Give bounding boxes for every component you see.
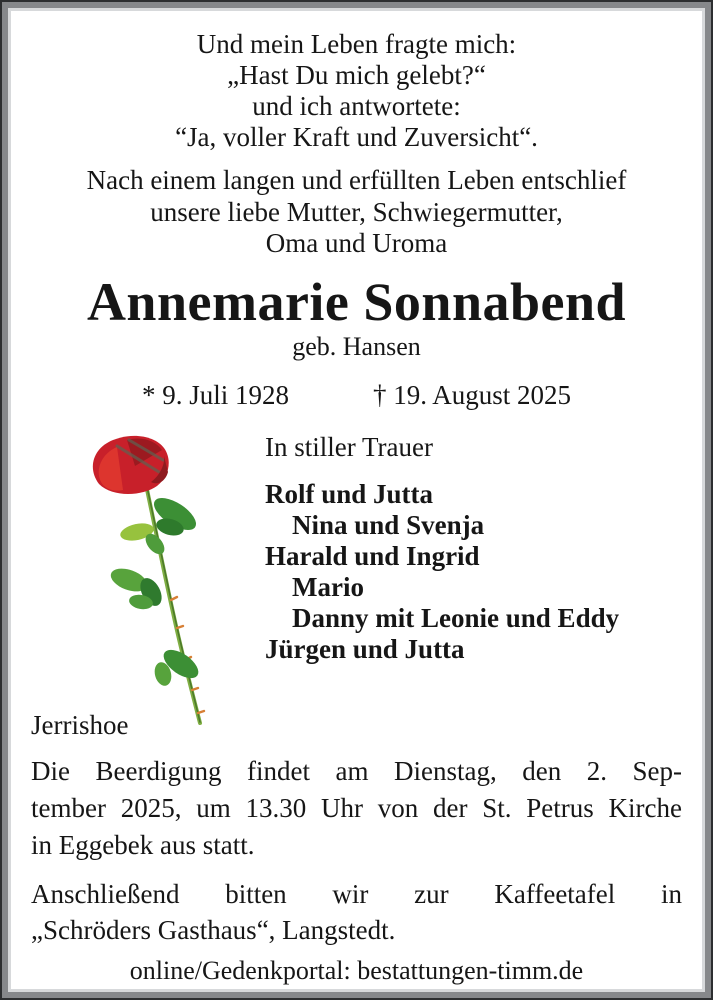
intro-line: unsere liebe Mutter, Schwiegermutter, bbox=[150, 196, 563, 227]
mourning-section bbox=[31, 432, 682, 682]
place-name: Jerrishoe bbox=[31, 710, 129, 741]
mourner-name: Danny mit Leonie und Eddy bbox=[292, 603, 620, 634]
mourning-heading: In stiller Trauer bbox=[265, 432, 433, 463]
reception-line: „Schröders Gasthaus“, Langstedt. bbox=[31, 915, 396, 946]
intro-line: Oma und Uroma bbox=[265, 228, 448, 258]
birth-date: * 9. Juli 1928 bbox=[141, 380, 289, 411]
poem-line: “Ja, voller Kraft und Zuversicht“. bbox=[175, 122, 538, 152]
funeral-line: Die Beerdigung findet am Dienstag, den 2. Sep- bbox=[31, 756, 682, 787]
intro-text bbox=[31, 165, 682, 260]
notice-frame bbox=[2, 2, 711, 998]
notice-paper bbox=[8, 8, 705, 992]
death-date: † 19. August 2025 bbox=[372, 380, 572, 411]
reception-paragraph bbox=[31, 876, 682, 948]
mourner-name: Mario bbox=[292, 572, 364, 603]
mourner-name: Harald und Ingrid bbox=[265, 541, 480, 572]
mourner-name: Nina und Svenja bbox=[292, 510, 485, 541]
intro-line: Nach einem langen und erfüllten Leben entschlief bbox=[86, 165, 627, 195]
funeral-line: in Eggebek aus statt. bbox=[31, 830, 255, 861]
funeral-line: tember 2025, um 13.30 Uhr von der St. Petrus Kirche bbox=[31, 793, 682, 824]
poem-line: und ich antwortete: bbox=[252, 91, 461, 121]
mourner-list bbox=[265, 479, 682, 665]
notice-content bbox=[11, 11, 702, 989]
mourner-name: Rolf und Jutta bbox=[265, 479, 434, 510]
poem-line: „Hast Du mich gelebt?“ bbox=[227, 60, 486, 90]
poem-line: Und mein Leben fragte mich: bbox=[196, 29, 517, 59]
maiden-name: geb. Hansen bbox=[292, 332, 421, 362]
reception-line: Anschließend bitten wir zur Kaffeetafel in bbox=[31, 879, 682, 910]
life-dates bbox=[31, 378, 682, 412]
rose-icon bbox=[71, 432, 213, 730]
epigraph-poem bbox=[31, 29, 682, 153]
deceased-name: Annemarie Sonnabend bbox=[86, 271, 627, 332]
memorial-portal-link: online/Gedenkportal: bestattungen-timm.de bbox=[129, 956, 584, 986]
mourner-name: Jürgen und Jutta bbox=[265, 634, 465, 665]
funeral-paragraph bbox=[31, 753, 682, 864]
